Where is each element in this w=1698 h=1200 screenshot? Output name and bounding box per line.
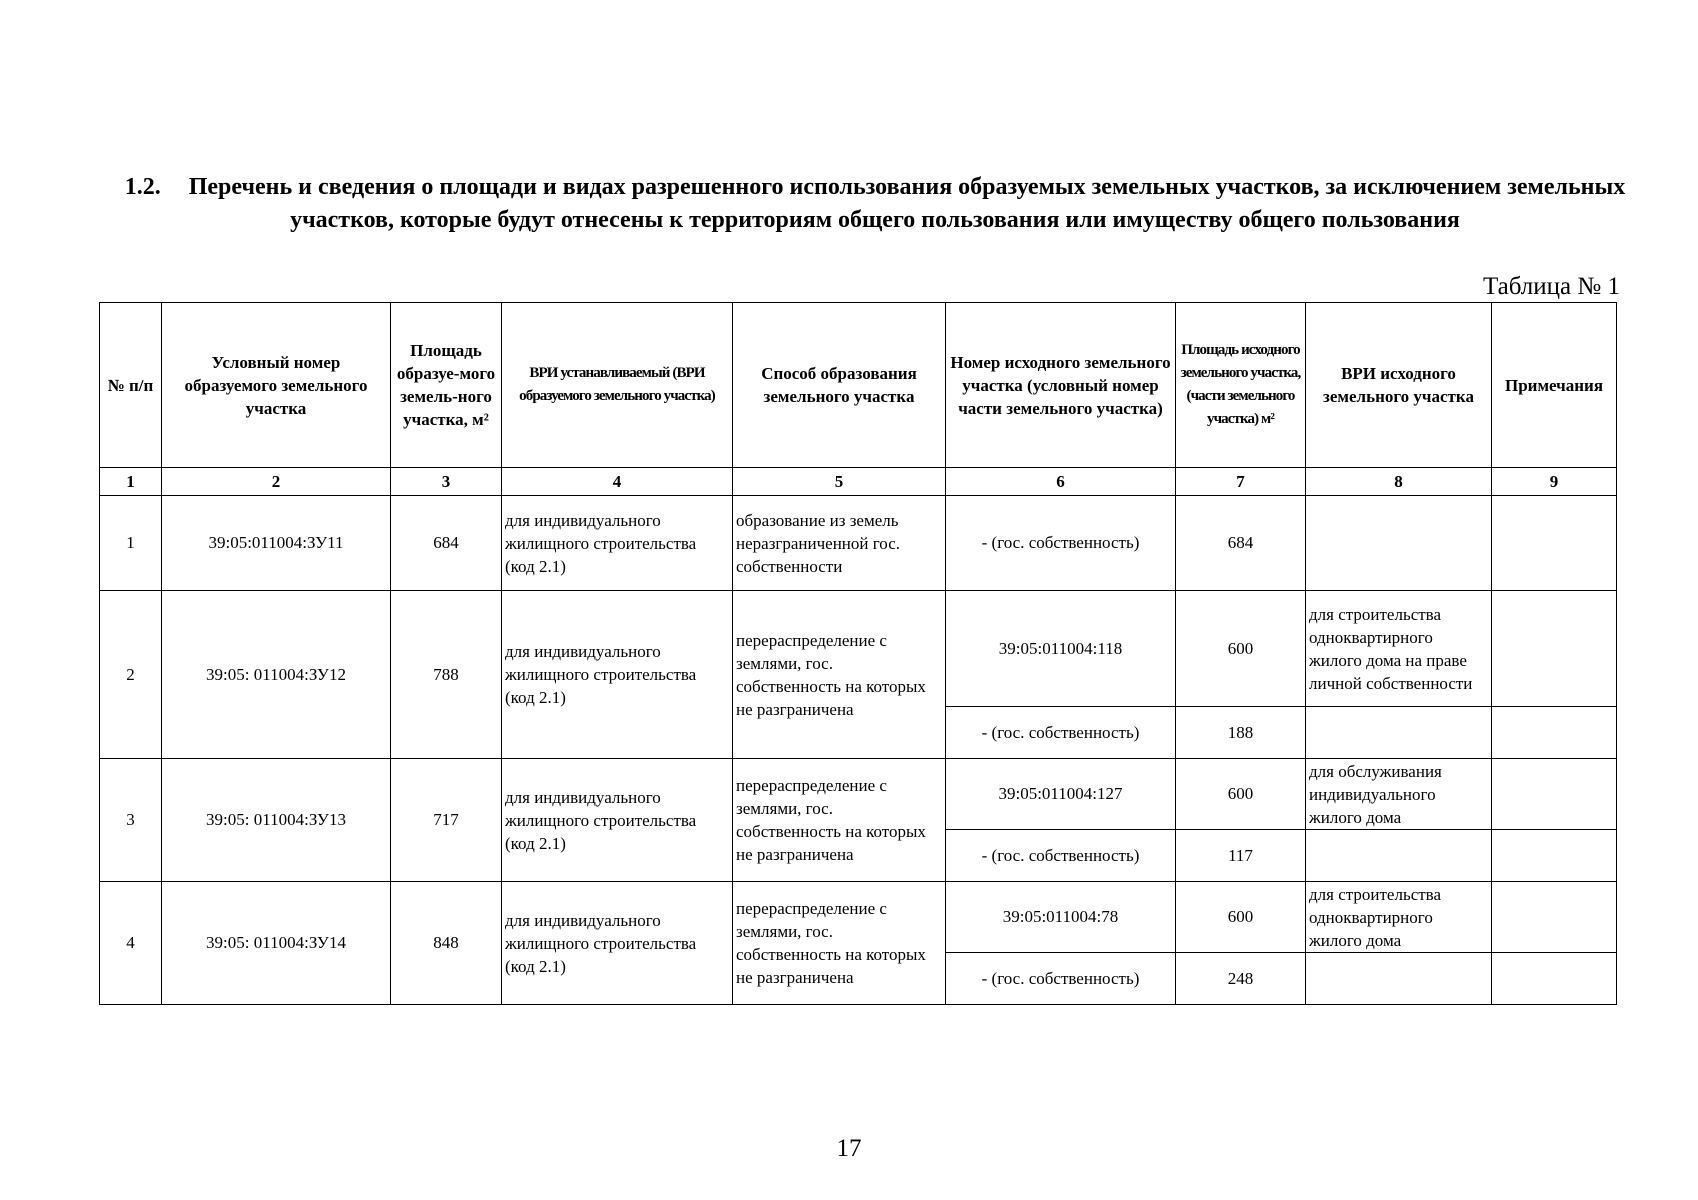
section-heading: [120, 171, 1630, 237]
column-number: 1: [100, 468, 162, 496]
cadastral-number: 39:05: 011004:ЗУ14: [162, 882, 391, 1005]
notes-cell: [1492, 496, 1617, 591]
header-source-area: Площадь исходного земельного участка, (части земельного участка) м²: [1176, 303, 1306, 468]
table-row: [100, 496, 1617, 591]
header-area: Площадь образуе-мого земель-ного участка, м²: [391, 303, 502, 468]
cadastral-number: 39:05: 011004:ЗУ13: [162, 759, 391, 882]
row-number: 4: [100, 882, 162, 1005]
plot-area: 848: [391, 882, 502, 1005]
table-header-row: [100, 303, 1617, 468]
formation-method: перераспределение с землями, гос. собственность на которых не разграничена: [733, 759, 946, 882]
source-number: 39:05:011004:78: [946, 882, 1176, 953]
row-number: 2: [100, 591, 162, 759]
source-vri: [1306, 496, 1492, 591]
cadastral-number: 39:05: 011004:ЗУ12: [162, 591, 391, 759]
formation-method: перераспределение с землями, гос. собственность на которых не разграничена: [733, 882, 946, 1005]
notes-cell: [1492, 707, 1617, 759]
row-number: 3: [100, 759, 162, 882]
column-number: 3: [391, 468, 502, 496]
notes-cell: [1492, 591, 1617, 707]
source-area: 248: [1176, 953, 1306, 1005]
plot-area: 684: [391, 496, 502, 591]
source-number: - (гос. собственность): [946, 496, 1176, 591]
source-number: - (гос. собственность): [946, 707, 1176, 759]
notes-cell: [1492, 830, 1617, 882]
column-number: 7: [1176, 468, 1306, 496]
plot-area: 788: [391, 591, 502, 759]
formation-method: перераспределение с землями, гос. собственность на которых не разграничена: [733, 591, 946, 759]
source-vri: для строительства одноквартирного жилого дома: [1306, 882, 1492, 953]
page-number: 17: [836, 1135, 862, 1162]
table-row: [100, 759, 1617, 830]
source-vri: [1306, 953, 1492, 1005]
plot-vri: для индивидуального жилищного строительства (код 2.1): [502, 591, 733, 759]
source-number: 39:05:011004:127: [946, 759, 1176, 830]
source-number: - (гос. собственность): [946, 953, 1176, 1005]
header-num: № п/п: [100, 303, 162, 468]
source-vri: [1306, 707, 1492, 759]
notes-cell: [1492, 953, 1617, 1005]
source-area: 117: [1176, 830, 1306, 882]
column-number: 8: [1306, 468, 1492, 496]
header-source-number: Номер исходного земельного участка (условный номер части земельного участка): [946, 303, 1176, 468]
header-source-vri: ВРИ исходного земельного участка: [1306, 303, 1492, 468]
cadastral-number: 39:05:011004:ЗУ11: [162, 496, 391, 591]
land-plots-table: [99, 302, 1617, 1005]
section-number: 1.2.: [124, 174, 161, 200]
notes-cell: [1492, 759, 1617, 830]
table-row: [100, 591, 1617, 707]
plot-vri: для индивидуального жилищного строительства (код 2.1): [502, 759, 733, 882]
column-number: 4: [502, 468, 733, 496]
column-number: 6: [946, 468, 1176, 496]
column-number: 9: [1492, 468, 1617, 496]
row-number: 1: [100, 496, 162, 591]
notes-cell: [1492, 882, 1617, 953]
source-number: - (гос. собственность): [946, 830, 1176, 882]
source-area: 600: [1176, 882, 1306, 953]
table-caption: Таблица № 1: [1482, 273, 1620, 300]
header-method: Способ образования земельного участка: [733, 303, 946, 468]
plot-vri: для индивидуального жилищного строительства (код 2.1): [502, 882, 733, 1005]
header-notes: Примечания: [1492, 303, 1617, 468]
source-area: 600: [1176, 759, 1306, 830]
source-vri: для обслуживания индивидуального жилого дома: [1306, 759, 1492, 830]
table-row: [100, 882, 1617, 953]
source-vri: [1306, 830, 1492, 882]
source-area: 600: [1176, 591, 1306, 707]
formation-method: образование из земель неразграниченной гос. собственности: [733, 496, 946, 591]
column-number: 5: [733, 468, 946, 496]
source-area: 684: [1176, 496, 1306, 591]
section-title: Перечень и сведения о площади и видах разрешенного использования образуемых земельных участков, за исключением земельных участков, которые будут отнесены к территориям общего пользования или имуществу общего пользования: [188, 174, 1626, 233]
column-number-row: [100, 468, 1617, 496]
column-number: 2: [162, 468, 391, 496]
source-number: 39:05:011004:118: [946, 591, 1176, 707]
plot-vri: для индивидуального жилищного строительства (код 2.1): [502, 496, 733, 591]
source-vri: для строительства одноквартирного жилого дома на праве личной собственности: [1306, 591, 1492, 707]
plot-area: 717: [391, 759, 502, 882]
header-cadastral: Условный номер образуемого земельного участка: [162, 303, 391, 468]
header-vri: ВРИ устанавливаемый (ВРИ образуемого земельного участка): [502, 303, 733, 468]
source-area: 188: [1176, 707, 1306, 759]
